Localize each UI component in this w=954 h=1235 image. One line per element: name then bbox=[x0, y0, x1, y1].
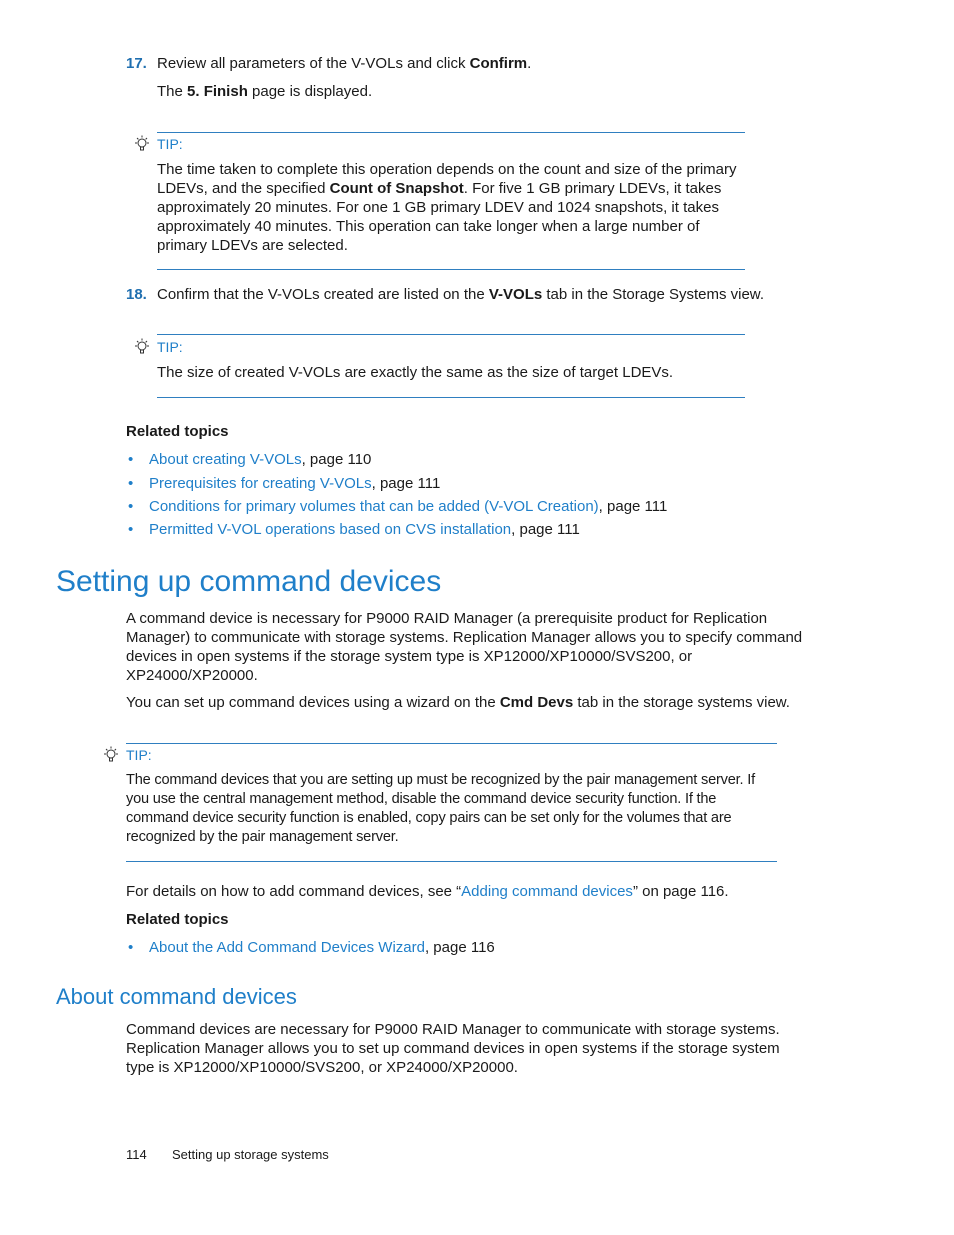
tip-label: TIP: bbox=[157, 339, 183, 355]
list-item-text bbox=[149, 474, 440, 493]
result-text-b: page is displayed. bbox=[247, 83, 373, 100]
section-paragraph bbox=[126, 693, 806, 712]
step-number: 18. bbox=[126, 286, 147, 303]
count-of-snapshot-term: Count of Snapshot bbox=[329, 180, 464, 197]
details-text-a: For details on how to add command devices, see “ bbox=[126, 883, 462, 900]
tip-rule-bottom bbox=[126, 861, 777, 862]
list-item-text bbox=[149, 497, 667, 516]
topic-page: , page 111 bbox=[511, 521, 580, 538]
paragraph-text-b: tab in the storage systems view. bbox=[573, 694, 790, 711]
topic-page: , page 116 bbox=[424, 939, 495, 956]
list-item-text bbox=[149, 938, 495, 957]
bullet-icon: • bbox=[128, 521, 134, 538]
topic-page: , page 111 bbox=[598, 498, 668, 515]
tip-rule-bottom bbox=[157, 397, 745, 398]
step-text-b: tab in the Storage Systems view. bbox=[542, 286, 764, 303]
step-17-result bbox=[157, 82, 757, 101]
list-item-text bbox=[149, 520, 580, 539]
bullet-icon: • bbox=[128, 498, 134, 515]
topic-link[interactable]: Conditions for primary volumes that can be added (V-VOL Creation) bbox=[149, 498, 599, 515]
confirm-term: Confirm bbox=[469, 55, 528, 72]
bullet-icon: • bbox=[128, 475, 134, 492]
tip-text bbox=[157, 160, 753, 255]
step-text bbox=[157, 54, 767, 73]
bullet-icon: • bbox=[128, 939, 134, 956]
tip-label: TIP: bbox=[157, 136, 183, 152]
subsection-title: About command devices bbox=[56, 984, 297, 1009]
details-paragraph bbox=[126, 882, 806, 901]
topic-page: , page 110 bbox=[301, 451, 372, 468]
tip-rule-bottom bbox=[157, 269, 745, 270]
related-topics-heading bbox=[126, 422, 229, 441]
related-topics-heading bbox=[126, 910, 229, 929]
adding-command-devices-link[interactable]: Adding command devices bbox=[461, 883, 633, 900]
topic-link[interactable]: About creating V-VOLs bbox=[149, 451, 302, 468]
result-text-a: The bbox=[157, 83, 188, 100]
section-paragraph: A command device is necessary for P9000 RAID Manager (a prerequisite product for Replication Manager) to communicate with storage systems. Replication Manager allows you to specify command devices in open systems if the storage system type is XP12000/XP10000/SVS200, or XP24000/XP20000. bbox=[126, 610, 803, 684]
details-text-b: ” on page 116. bbox=[632, 883, 729, 900]
step-18 bbox=[126, 285, 766, 304]
tip-text-a: The time taken to complete this operation depends on the count and size of the primary LDEVs, and the specified bbox=[157, 161, 737, 197]
step-text bbox=[157, 285, 777, 304]
tip-rule-top bbox=[126, 743, 777, 744]
list-item-text bbox=[149, 450, 371, 469]
lightbulb-icon bbox=[134, 135, 150, 153]
topic-page: , page 111 bbox=[371, 475, 441, 492]
tip-label: TIP: bbox=[126, 747, 152, 763]
topic-link[interactable]: About the Add Command Devices Wizard bbox=[149, 939, 425, 956]
bullet-icon: • bbox=[128, 451, 134, 468]
tip-rule-top bbox=[157, 132, 745, 133]
finish-term: 5. Finish bbox=[187, 83, 248, 100]
v-vols-term: V-VOLs bbox=[488, 286, 543, 303]
topic-link[interactable]: Prerequisites for creating V-VOLs bbox=[149, 475, 372, 492]
lightbulb-icon bbox=[134, 338, 150, 356]
related-topics-heading-text: Related topics bbox=[126, 911, 229, 928]
step-text-a: Review all parameters of the V-VOLs and click bbox=[157, 55, 470, 72]
tip-text-b: . For five 1 GB primary LDEVs, it takes approximately 20 minutes. For one 1 GB primary LDEV and 1024 snapshots, it takes approximately 40 minutes. This operation can take longer when a large number of primary LDEVs are selected. bbox=[157, 180, 722, 254]
tip-text: The size of created V-VOLs are exactly the same as the size of target LDEVs. bbox=[157, 364, 674, 381]
related-topics-heading-text: Related topics bbox=[126, 423, 229, 440]
step-number: 17. bbox=[126, 55, 147, 72]
section-title: Setting up command devices bbox=[56, 565, 442, 598]
step-text-b: . bbox=[527, 55, 532, 72]
page-number: 114 bbox=[126, 1147, 147, 1162]
tip-rule-top bbox=[157, 334, 745, 335]
chapter-title: Setting up storage systems bbox=[172, 1147, 329, 1162]
section-paragraph: Command devices are necessary for P9000 RAID Manager to communicate with storage systems. Replication Manager allows you to set up command devices in open systems if the storage system type is XP12000/XP10000/SVS200, or XP24000/XP20000. bbox=[126, 1021, 780, 1076]
paragraph-text-a: You can set up command devices using a wizard on the bbox=[126, 694, 500, 711]
lightbulb-icon bbox=[103, 746, 119, 764]
tip-text: The command devices that you are setting up must be recognized by the pair management server. If you use the central management method, disable the command device security function. If the command device security function is enabled, copy pairs can be set only for the volumes that are recognized by the pair management server. bbox=[126, 772, 755, 845]
step-17 bbox=[126, 54, 766, 73]
topic-link[interactable]: Permitted V-VOL operations based on CVS installation bbox=[149, 521, 512, 538]
step-text-a: Confirm that the V-VOLs created are listed on the bbox=[157, 286, 489, 303]
cmd-devs-term: Cmd Devs bbox=[499, 694, 574, 711]
